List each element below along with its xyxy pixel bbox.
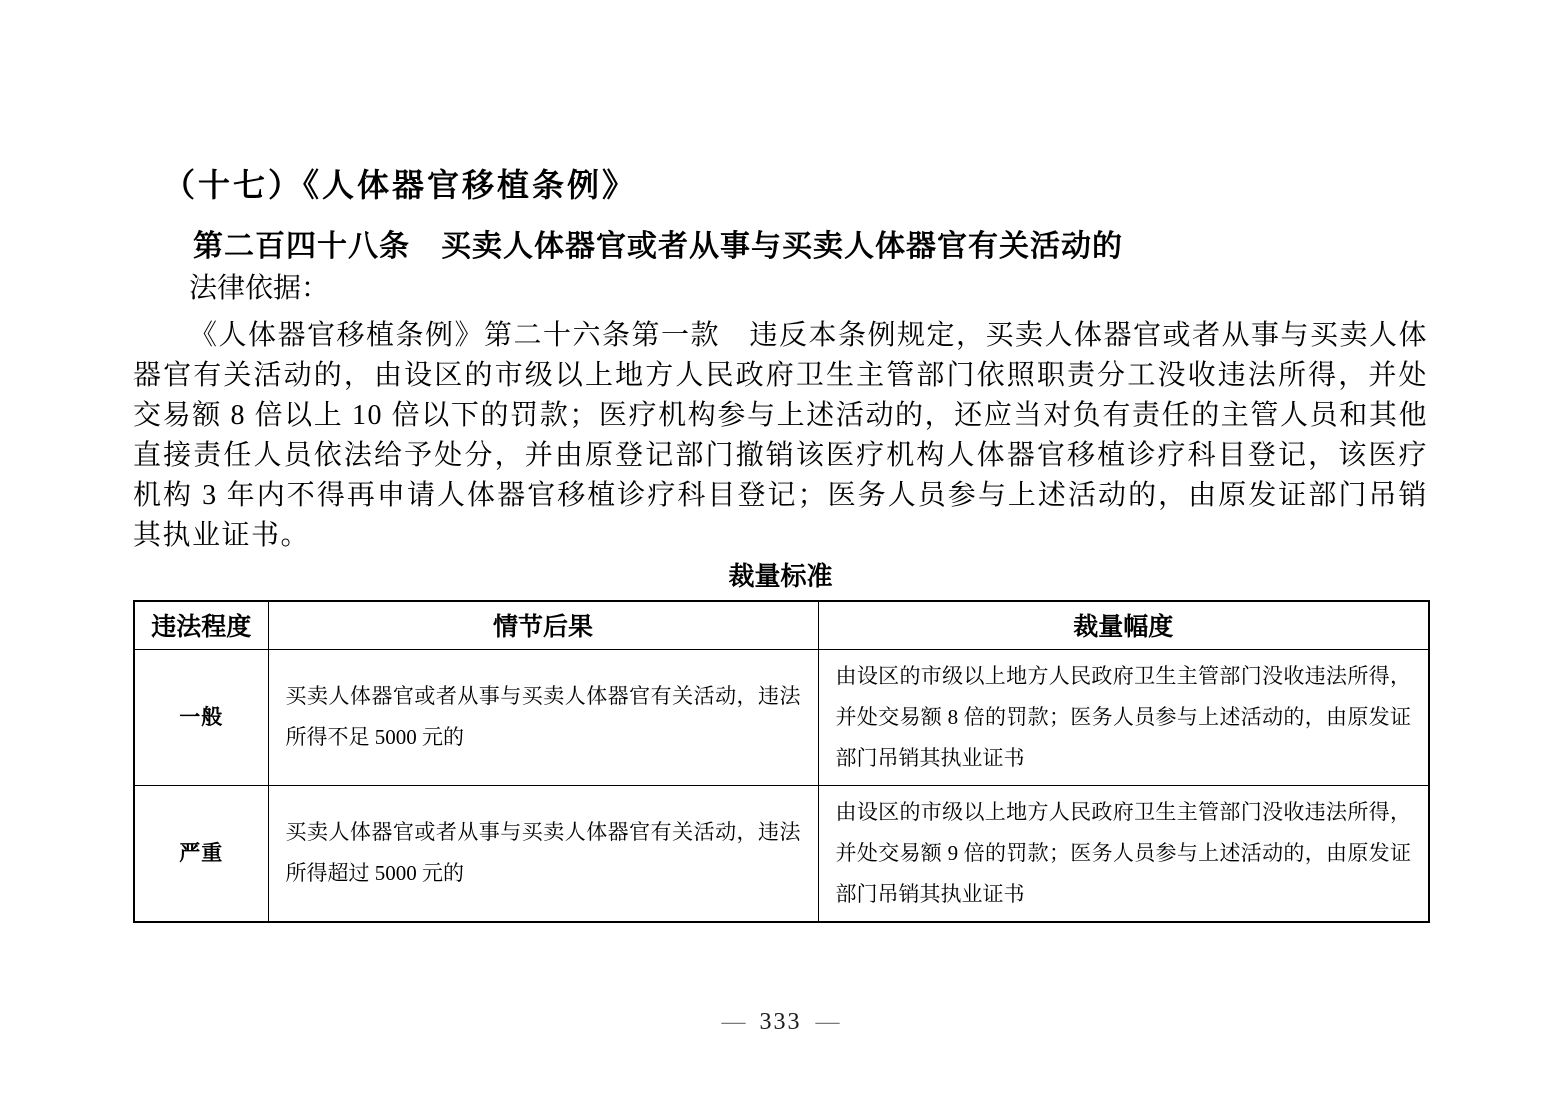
legal-text-paragraph: 《人体器官移植条例》第二十六条第一款 违反本条例规定，买卖人体器官或者从事与买卖人体器官有关活动的，由设区的市级以上地方人民政府卫生主管部门依照职责分工没收违法所得，并处交易额 8 倍以上 10 倍以下的罚款；医疗机构参与上述活动的，还应当对负有责任的主管人员和其他直接责任人员依法给予处分，并由原登记部门撤销该医疗机构人体器官移植诊疗科目登记，该医疗机构 3 年内不得再申请人体器官移植诊疗科目登记；医务人员参与上述活动的，由原发证部门吊销其执业证书。 — [133, 320, 1429, 551]
cell-circumstance: 买卖人体器官或者从事与买卖人体器官有关活动，违法所得超过 5000 元的 — [268, 785, 818, 922]
table-row — [134, 649, 1429, 785]
legal-basis-label: 法律依据： — [189, 273, 330, 304]
page-number-dash-left: — — [721, 1008, 746, 1035]
cell-discretion-range: 由设区的市级以上地方人民政府卫生主管部门没收违法所得，并处交易额 8 倍的罚款；医务人员参与上述活动的，由原发证部门吊销其执业证书 — [818, 649, 1429, 785]
article-heading: 第二百四十八条 买卖人体器官或者从事与买卖人体器官有关活动的 — [193, 230, 1123, 263]
cell-degree: 严重 — [134, 785, 268, 922]
page-number — [133, 1007, 1428, 1037]
table-row — [134, 785, 1429, 922]
col-header-discretion-range: 裁量幅度 — [818, 601, 1429, 649]
cell-degree: 一般 — [134, 649, 268, 785]
table-header-row — [134, 601, 1429, 649]
section-heading: （十七）《人体器官移植条例》 — [163, 167, 638, 203]
page-number-dash-right: — — [815, 1008, 840, 1035]
page-number-value: 333 — [759, 1008, 802, 1035]
cell-discretion-range: 由设区的市级以上地方人民政府卫生主管部门没收违法所得，并处交易额 9 倍的罚款；医务人员参与上述活动的，由原发证部门吊销其执业证书 — [818, 785, 1429, 922]
cell-circumstance: 买卖人体器官或者从事与买卖人体器官有关活动，违法所得不足 5000 元的 — [268, 649, 818, 785]
col-header-violation-degree: 违法程度 — [134, 601, 268, 649]
discretion-standards-table — [133, 600, 1430, 923]
col-header-circumstance: 情节后果 — [268, 601, 818, 649]
table-title: 裁量标准 — [728, 561, 833, 591]
